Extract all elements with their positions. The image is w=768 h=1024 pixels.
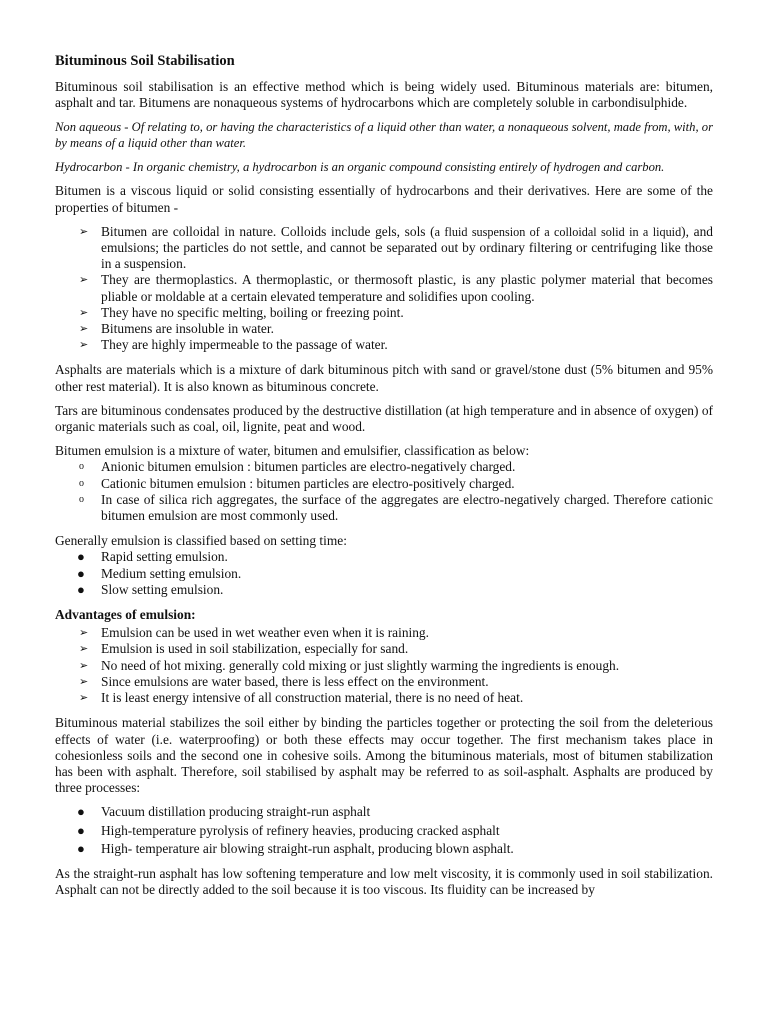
list-item: ➢ Bitumen are colloidal in nature. Colloids include gels, sols (a fluid suspension of a colloidal solid in a liquid), and emulsions; the particles do not settle, and cannot be separated out by ordinary filtering or centrifuging like those in a suspension. (79, 223, 713, 272)
circle-bullet-icon: o (79, 477, 84, 489)
arrow-bullet-icon: ➢ (79, 306, 89, 319)
dot-bullet-icon: ● (77, 549, 85, 565)
list-item: ➢ Emulsion can be used in wet weather even when it is raining. (79, 625, 429, 641)
mechanism-paragraph: Bituminous material stabilizes the soil either by binding the particles together or protecting the soil from the deleterious effects of water (i.e. waterproofing) or both these effects may occur together. The first mechanism takes place in cohesionless soils and the second one in cohesive soils. Among the bituminous materials, most of bitumen stabilization has been with asphalt. Therefore, soil stabilised by asphalt may be referred to as soil-asphalt. Asphalts are produced by three processes: (55, 715, 713, 796)
dot-bullet-icon: ● (77, 581, 85, 597)
advantages-heading: Advantages of emulsion: (55, 607, 196, 623)
advantages-list (55, 625, 713, 706)
list-item: o Cationic bitumen emulsion : bitumen particles are electro-positively charged. (79, 475, 515, 491)
document-title: Bituminous Soil Stabilisation (55, 53, 235, 69)
intro-paragraph: Bituminous soil stabilisation is an effective method which is being widely used. Bituminous materials are: bitumen, asphalt and tar. Bitumens are nonaqueous systems of hydrocarbons which are completely soluble in carbondisulphide. (55, 79, 713, 111)
list-item: ➢ They are highly impermeable to the passage of water. (79, 337, 388, 353)
list-item: o In case of silica rich aggregates, the surface of the aggregates are electro-negatively charged. Therefore cationic bitumen emulsion are most commonly used. (79, 491, 713, 524)
list-item: ● High-temperature pyrolysis of refinery heavies, producing cracked asphalt (77, 822, 500, 838)
list-item: ➢ They have no specific melting, boiling or freezing point. (79, 304, 404, 320)
bitumen-properties-list (55, 224, 713, 354)
definition-hydrocarbon: Hydrocarbon - In organic chemistry, a hydrocarbon is an organic compound consisting entirely of hydrogen and carbon. (55, 160, 665, 175)
setting-types-list (55, 549, 713, 598)
list-item: ● Rapid setting emulsion. (77, 549, 228, 565)
setting-intro-paragraph: Generally emulsion is classified based on setting time: (55, 533, 347, 549)
list-item: ● Vacuum distillation producing straight-run asphalt (77, 804, 371, 820)
list-item: o Anionic bitumen emulsion : bitumen particles are electro-negatively charged. (79, 459, 516, 475)
list-item: ➢ It is least energy intensive of all construction material, there is no need of heat. (79, 690, 524, 706)
list-item: ● High- temperature air blowing straight-run asphalt, producing blown asphalt. (77, 840, 514, 856)
asphalt-processes-list (55, 804, 713, 857)
list-item: ➢ They are thermoplastics. A thermoplastic, or thermosoft plastic, is any plastic polymer material that becomes pliable or moldable at a certain elevated temperature and solidifies upon cooling. (79, 272, 713, 304)
emulsion-intro-paragraph: Bitumen emulsion is a mixture of water, bitumen and emulsifier, classification as below: (55, 443, 530, 459)
arrow-bullet-icon: ➢ (79, 675, 89, 688)
arrow-bullet-icon: ➢ (79, 659, 89, 672)
arrow-bullet-icon: ➢ (79, 274, 89, 287)
list-item: ➢ Emulsion is used in soil stabilization, especially for sand. (79, 641, 409, 657)
definition-nonaqueous: Non aqueous - Of relating to, or having the characteristics of a liquid other than water, a nonaqueous solvent, made from, with, or by means of a liquid other than water. (55, 120, 713, 151)
list-item: ● Medium setting emulsion. (77, 565, 242, 581)
list-item: ➢ Since emulsions are water based, there is less effect on the environment. (79, 673, 489, 689)
circle-bullet-icon: o (79, 493, 84, 505)
bitumen-intro-paragraph: Bitumen is a viscous liquid or solid consisting essentially of hydrocarbons and their derivatives. Here are some of the properties of bitumen - (55, 183, 713, 215)
asphalts-paragraph: Asphalts are materials which is a mixture of dark bituminous pitch with sand or gravel/stone dust (5% bitumen and 95% other rest material). It is also known as bituminous concrete. (55, 362, 713, 394)
dot-bullet-icon: ● (77, 804, 85, 820)
list-item: ➢ No need of hot mixing. generally cold mixing or just slightly warming the ingredients is enough. (79, 657, 620, 673)
arrow-bullet-icon: ➢ (79, 323, 89, 336)
list-item: ● Slow setting emulsion. (77, 581, 224, 597)
arrow-bullet-icon: ➢ (79, 225, 89, 238)
dot-bullet-icon: ● (77, 822, 85, 838)
emulsion-types-list (55, 459, 713, 524)
tars-paragraph: Tars are bituminous condensates produced by the destructive distillation (at high temperature and in absence of oxygen) of organic materials such as coal, oil, lignite, peat and wood. (55, 402, 713, 435)
closing-paragraph: As the straight-run asphalt has low softening temperature and low melt viscosity, it is commonly used in soil stabilization. Asphalt can not be directly added to the soil because it is too viscous. Its fluidity can be increased by (55, 865, 713, 898)
dot-bullet-icon: ● (77, 840, 85, 856)
circle-bullet-icon: o (79, 461, 84, 473)
arrow-bullet-icon: ➢ (79, 627, 89, 640)
list-item: ➢ Bitumens are insoluble in water. (79, 321, 274, 337)
arrow-bullet-icon: ➢ (79, 643, 89, 656)
arrow-bullet-icon: ➢ (79, 692, 89, 705)
dot-bullet-icon: ● (77, 565, 85, 581)
arrow-bullet-icon: ➢ (79, 339, 89, 352)
